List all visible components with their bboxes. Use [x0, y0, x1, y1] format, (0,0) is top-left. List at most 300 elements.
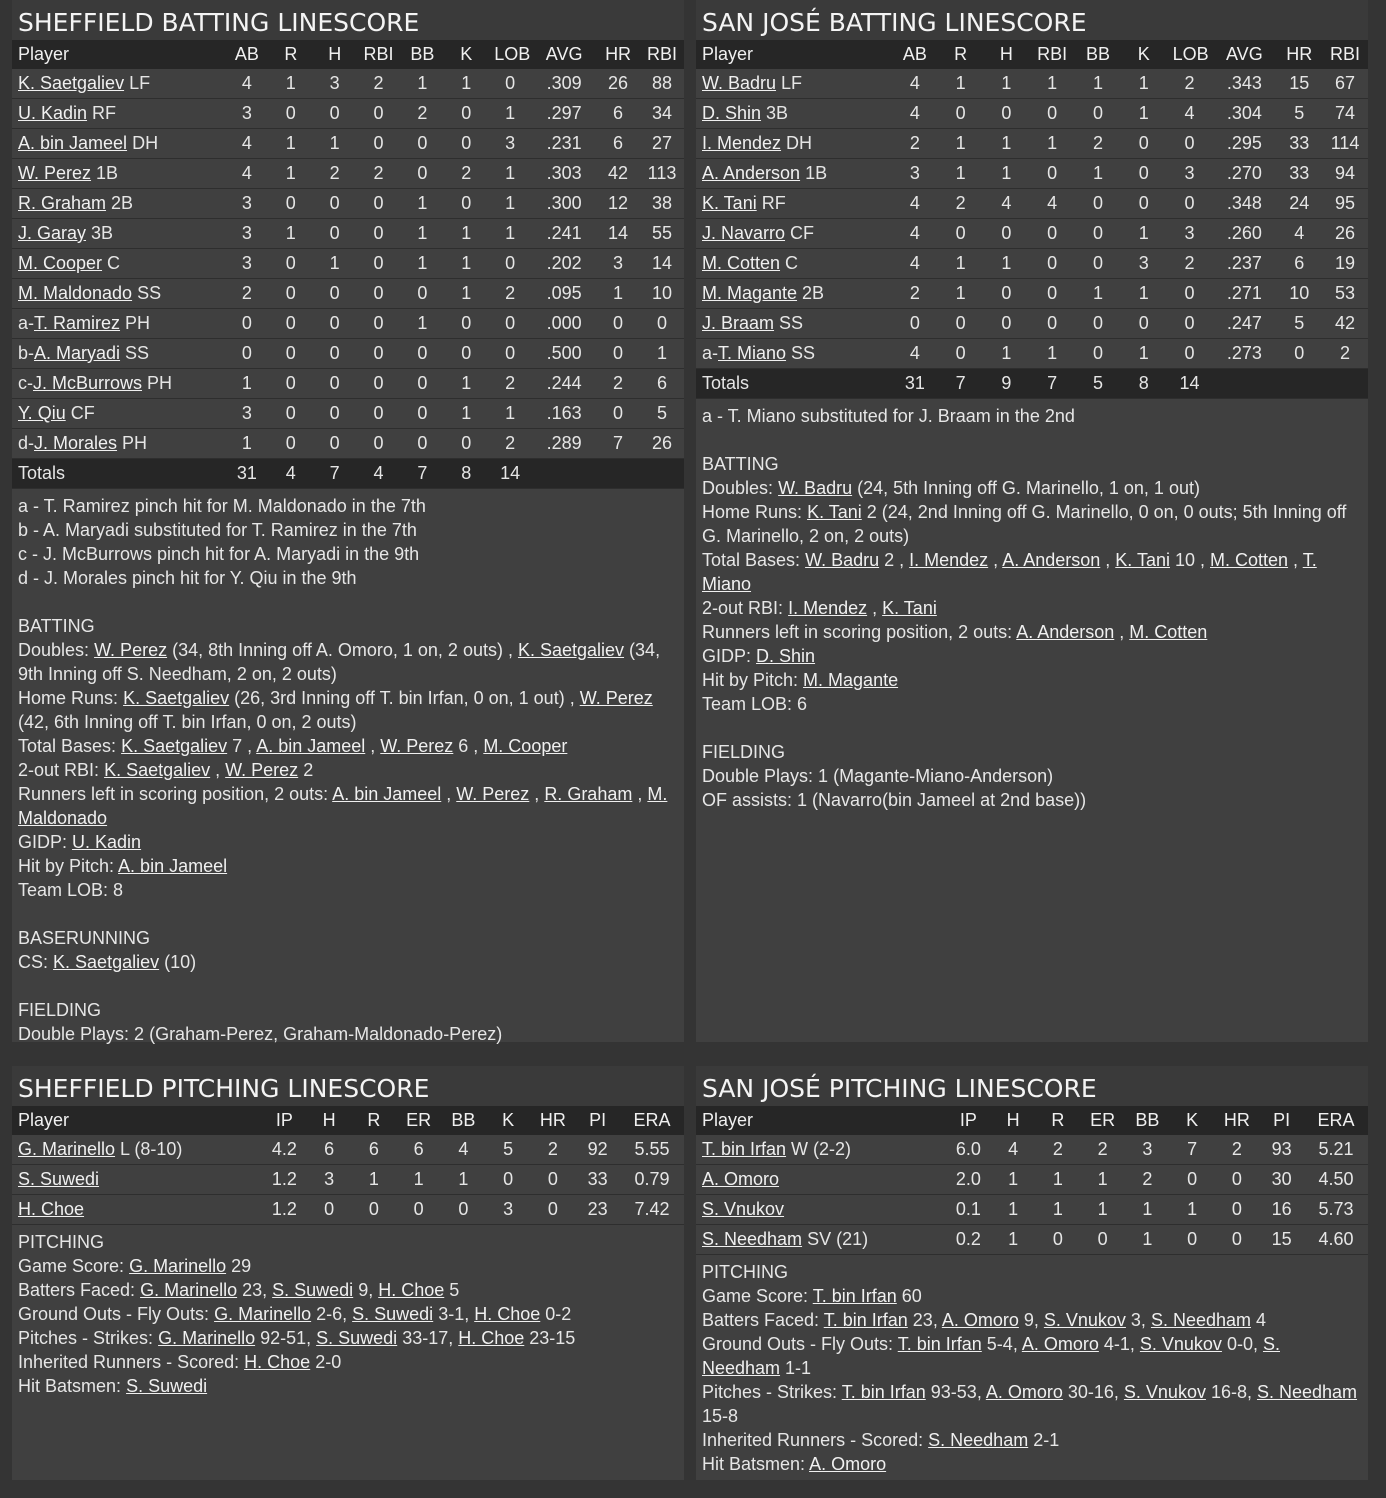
stat-cell: 0	[401, 159, 445, 189]
column-header: AVG	[1212, 40, 1276, 69]
total-bases-line: Total Bases: K. Saetgaliev 7 , A. bin Jameel , W. Perez 6 , M. Cooper	[18, 736, 568, 756]
player-link[interactable]: G. Marinello	[140, 1280, 238, 1300]
stat-cell: 1	[269, 159, 313, 189]
stat-cell: 0	[1167, 189, 1213, 219]
stat-cell: 1	[1125, 1225, 1170, 1255]
stat-cell: 0	[269, 309, 313, 339]
table-row	[696, 219, 1368, 249]
stat-cell: 4	[892, 219, 938, 249]
player-link[interactable]: M. Maldonado	[18, 283, 133, 303]
player-link[interactable]: A. Omoro	[809, 1454, 887, 1474]
column-header: ER	[396, 1106, 441, 1135]
player-link[interactable]: W. Badru	[702, 73, 777, 93]
stat-cell: 88	[640, 69, 684, 99]
stat-cell: 1	[1075, 279, 1121, 309]
stat-cell: 2	[357, 69, 401, 99]
stat-cell: .348	[1212, 189, 1276, 219]
player-link[interactable]: A. bin Jameel	[18, 133, 128, 153]
table-row	[12, 279, 684, 309]
batters-faced-line: Batters Faced: G. Marinello 23, S. Suwedi 9, H. Choe 5	[18, 1280, 460, 1300]
player-cell	[696, 249, 892, 279]
stat-cell: 0	[401, 399, 445, 429]
column-header: RBI	[640, 40, 684, 69]
player-cell	[12, 369, 225, 399]
player-link[interactable]: U. Kadin	[18, 103, 88, 123]
player-cell	[696, 309, 892, 339]
stat-cell: 5	[640, 399, 684, 429]
stat-cell: 2	[357, 159, 401, 189]
player-link[interactable]: S. Vnukov	[1123, 1382, 1206, 1402]
stat-cell: 2	[1167, 249, 1213, 279]
stat-cell: 0	[1075, 249, 1121, 279]
column-header: H	[313, 40, 357, 69]
stat-cell: 0	[313, 279, 357, 309]
stat-cell: 3	[488, 129, 532, 159]
stat-cell: 1	[269, 69, 313, 99]
stat-cell: 9	[984, 369, 1030, 399]
stat-cell: 1	[225, 369, 269, 399]
player-link[interactable]: K. Tani	[702, 193, 757, 213]
stat-cell: 0	[1036, 1225, 1081, 1255]
risp-line: Runners left in scoring position, 2 outs: A. Anderson , M. Cotten	[702, 622, 1208, 642]
stat-cell: 4.2	[262, 1135, 307, 1165]
stat-cell: 0	[441, 1195, 486, 1225]
table-row	[12, 69, 684, 99]
player-link[interactable]: A. Anderson	[1002, 550, 1101, 570]
player-link[interactable]: M. Cooper	[483, 736, 568, 756]
stat-cell: 0	[596, 399, 640, 429]
player-link[interactable]: M. Cotten	[1129, 622, 1208, 642]
player-link[interactable]: K. Saetgaliev	[53, 952, 160, 972]
stat-cell: 3	[1167, 159, 1213, 189]
stat-cell: .237	[1212, 249, 1276, 279]
player-cell	[12, 1195, 262, 1225]
player-link[interactable]: K. Saetgaliev	[104, 760, 211, 780]
position: 3B	[761, 103, 789, 123]
stat-cell: 0	[444, 129, 488, 159]
position: LF	[124, 73, 151, 93]
stat-cell: 1	[991, 1225, 1036, 1255]
player-link[interactable]: J. Braam	[702, 313, 775, 333]
player-link[interactable]: M. Magante	[702, 283, 798, 303]
player-link[interactable]: T. bin Irfan	[897, 1334, 982, 1354]
player-link[interactable]: S. Needham	[702, 1334, 1280, 1378]
player-link[interactable]: S. Needham	[702, 1229, 803, 1249]
sheffield-pitching-notes	[12, 1225, 684, 1403]
column-header: BB	[1075, 40, 1121, 69]
stat-cell: 34	[640, 99, 684, 129]
sanjose-batting-notes	[696, 399, 1368, 817]
player-link[interactable]: T. bin Irfan	[812, 1286, 897, 1306]
stat-cell: 30	[1259, 1165, 1304, 1195]
stat-cell: 0	[396, 1195, 441, 1225]
column-header: LOB	[1167, 40, 1213, 69]
player-link[interactable]: S. Vnukov	[702, 1199, 785, 1219]
stat-cell: 92	[575, 1135, 620, 1165]
stat-cell: 0	[1075, 99, 1121, 129]
stat-cell: 5	[1075, 369, 1121, 399]
panel-title: SAN JOSÉ BATTING LINESCORE	[696, 0, 1368, 40]
section-heading: FIELDING	[702, 742, 786, 762]
table-row	[696, 189, 1368, 219]
stat-cell: .231	[532, 129, 596, 159]
stat-cell: 8	[1121, 369, 1167, 399]
stat-cell: 5	[1276, 99, 1322, 129]
column-header: ER	[1080, 1106, 1125, 1135]
player-link[interactable]: A. Omoro	[702, 1169, 780, 1189]
player-link[interactable]: S. Needham	[928, 1430, 1029, 1450]
player-link[interactable]: T. bin Irfan	[702, 1139, 787, 1159]
stat-cell: 4	[441, 1135, 486, 1165]
stat-cell: 0	[313, 309, 357, 339]
stat-cell: 0	[1029, 309, 1075, 339]
stat-cell: 0	[1215, 1195, 1260, 1225]
stat-cell: 0	[1167, 279, 1213, 309]
stat-cell: 3	[225, 99, 269, 129]
two-out-rbi-line: 2-out RBI: I. Mendez , K. Tani	[702, 598, 937, 618]
player-link[interactable]: S. Vnukov	[1139, 1334, 1222, 1354]
player-cell	[12, 129, 225, 159]
table-row	[696, 99, 1368, 129]
player-link[interactable]: K. Saetgaliev	[123, 688, 230, 708]
stat-cell: 0	[313, 189, 357, 219]
player-link[interactable]: T. bin Irfan	[823, 1310, 908, 1330]
stat-cell: .163	[532, 399, 596, 429]
position: PH	[142, 373, 173, 393]
player-cell	[12, 1135, 262, 1165]
stat-cell: 4	[892, 99, 938, 129]
stat-cell: 1	[938, 69, 984, 99]
sub-prefix: a-	[702, 343, 719, 363]
player-link[interactable]: W. Perez	[94, 640, 168, 660]
player-link[interactable]: I. Mendez	[788, 598, 868, 618]
player-link[interactable]: A. Anderson	[702, 163, 801, 183]
player-link[interactable]: H. Choe	[474, 1304, 541, 1324]
player-link[interactable]: K. Saetgaliev	[18, 73, 125, 93]
position: 2B	[797, 283, 825, 303]
stat-cell: 4	[991, 1135, 1036, 1165]
player-link[interactable]: K. Tani	[1115, 550, 1170, 570]
player-link[interactable]: K. Tani	[807, 502, 862, 522]
stat-cell: 2	[488, 279, 532, 309]
stat-cell: 0	[1121, 189, 1167, 219]
player-link[interactable]: S. Needham	[1150, 1310, 1251, 1330]
player-link[interactable]: M. Magante	[803, 670, 899, 690]
player-link[interactable]: J. Navarro	[702, 223, 786, 243]
stat-cell: 2	[892, 129, 938, 159]
player-link[interactable]: H. Choe	[458, 1328, 525, 1348]
player-cell	[696, 1195, 946, 1225]
stat-cell: 26	[640, 429, 684, 459]
totals-row	[696, 369, 1368, 399]
player-link[interactable]: G. Marinello	[214, 1304, 312, 1324]
player-link[interactable]: W. Perez	[18, 163, 92, 183]
player-cell	[12, 279, 225, 309]
player-link[interactable]: R. Graham	[18, 193, 107, 213]
stat-cell: 3	[596, 249, 640, 279]
player-link[interactable]: W. Perez	[579, 688, 653, 708]
stat-cell: 10	[640, 279, 684, 309]
column-header: ERA	[1304, 1106, 1368, 1135]
stat-cell: 3	[313, 69, 357, 99]
player-link[interactable]: T. Ramirez	[34, 313, 121, 333]
stat-cell: 0	[357, 339, 401, 369]
stat-cell: 33	[575, 1165, 620, 1195]
stat-cell: 0	[1029, 219, 1075, 249]
player-link[interactable]: T. Miano	[718, 343, 787, 363]
stat-cell: 1	[488, 399, 532, 429]
stat-cell: 0.79	[620, 1165, 684, 1195]
stat-cell: 31	[225, 459, 269, 489]
player-link[interactable]: H. Choe	[244, 1352, 311, 1372]
stat-cell: 0	[357, 99, 401, 129]
stat-cell: 2	[1125, 1165, 1170, 1195]
stat-cell: .244	[532, 369, 596, 399]
sanjose-pitching-table	[696, 1106, 1368, 1255]
decision: SV (21)	[802, 1229, 869, 1249]
stat-cell: 4	[225, 159, 269, 189]
position: CF	[65, 403, 95, 423]
player-link[interactable]: S. Needham	[1256, 1382, 1358, 1402]
player-link[interactable]: D. Shin	[756, 646, 816, 666]
gidp-line: GIDP: U. Kadin	[18, 832, 142, 852]
column-header: IP	[946, 1106, 991, 1135]
stat-cell: 4.50	[1304, 1165, 1368, 1195]
player-link[interactable]: G. Marinello	[158, 1328, 256, 1348]
stat-cell: 0	[596, 309, 640, 339]
stat-cell: 1	[1121, 219, 1167, 249]
stat-cell: 1	[1029, 129, 1075, 159]
stat-cell: 2	[1036, 1135, 1081, 1165]
player-link[interactable]: T. Miano	[702, 550, 1317, 594]
stat-cell: 0	[269, 279, 313, 309]
player-link[interactable]: K. Saetgaliev	[517, 640, 625, 660]
stat-cell: 0	[269, 249, 313, 279]
stat-cell: 1	[444, 69, 488, 99]
stat-cell: 0	[444, 339, 488, 369]
player-link[interactable]: A. Omoro	[941, 1310, 1019, 1330]
stat-cell: 1	[938, 159, 984, 189]
total-bases-line: Total Bases: W. Badru 2 , I. Mendez , A. Anderson , K. Tani 10 , M. Cotten , T. Miano	[702, 550, 1317, 594]
stat-cell: 0	[313, 339, 357, 369]
stat-cell: 53	[1322, 279, 1368, 309]
player-link[interactable]: W. Badru	[778, 478, 853, 498]
position: RF	[87, 103, 117, 123]
stat-cell: 0	[357, 309, 401, 339]
player-cell	[12, 189, 225, 219]
stat-cell: .295	[1212, 129, 1276, 159]
player-link[interactable]: A. Omoro	[1021, 1334, 1099, 1354]
totals-label: Totals	[12, 459, 225, 489]
player-link[interactable]: I. Mendez	[702, 133, 782, 153]
player-link[interactable]: S. Suwedi	[126, 1376, 208, 1396]
stat-cell: 1	[441, 1165, 486, 1195]
player-link[interactable]: G. Marinello	[18, 1139, 116, 1159]
stat-cell: 0	[938, 339, 984, 369]
stat-cell: 16	[1259, 1195, 1304, 1225]
column-header: BB	[401, 40, 445, 69]
stat-cell: 1	[1170, 1195, 1215, 1225]
table-header-row	[12, 1106, 684, 1135]
player-link[interactable]: M. Cotten	[1210, 550, 1289, 570]
player-link[interactable]: A. Maryadi	[34, 343, 121, 363]
player-cell	[696, 99, 892, 129]
stat-cell: 5	[1276, 309, 1322, 339]
sub-prefix: c-	[18, 373, 33, 393]
player-cell	[12, 99, 225, 129]
stat-cell: 0	[1121, 309, 1167, 339]
stat-cell: 8	[444, 459, 488, 489]
player-link[interactable]: H. Choe	[18, 1199, 85, 1219]
stat-cell: 0	[401, 339, 445, 369]
player-link[interactable]: K. Saetgaliev	[121, 736, 228, 756]
stat-cell: 2	[313, 159, 357, 189]
game-score-line: Game Score: G. Marinello 29	[18, 1256, 252, 1276]
stat-cell: 0	[1170, 1225, 1215, 1255]
stat-cell: 4	[357, 459, 401, 489]
stat-cell: 0	[1029, 159, 1075, 189]
player-link[interactable]: M. Cooper	[18, 253, 103, 273]
stat-cell: 0	[269, 189, 313, 219]
stat-cell: 0	[313, 399, 357, 429]
player-link[interactable]: Y. Qiu	[18, 403, 66, 423]
column-header: BB	[441, 1106, 486, 1135]
table-row	[12, 339, 684, 369]
stat-cell: 12	[596, 189, 640, 219]
column-header: K	[1170, 1106, 1215, 1135]
player-link[interactable]: W. Badru	[805, 550, 880, 570]
sub-prefix: b-	[18, 343, 35, 363]
player-link[interactable]: S. Vnukov	[1043, 1310, 1126, 1330]
player-link[interactable]: S. Suwedi	[18, 1169, 100, 1189]
player-link[interactable]: A. Omoro	[985, 1382, 1063, 1402]
stat-cell: 14	[596, 219, 640, 249]
sheffield-batting-notes	[12, 489, 684, 1051]
stat-cell: 5	[486, 1135, 531, 1165]
stat-cell: 114	[1322, 129, 1368, 159]
table-row	[12, 159, 684, 189]
stat-cell: 1	[991, 1195, 1036, 1225]
table-row	[12, 429, 684, 459]
stat-cell: 1	[1080, 1195, 1125, 1225]
table-row	[696, 1135, 1368, 1165]
stat-cell: 6	[307, 1135, 352, 1165]
stat-cell: 3	[225, 249, 269, 279]
stat-cell: .343	[1212, 69, 1276, 99]
stat-cell: 0	[1075, 219, 1121, 249]
stat-cell: 0	[488, 339, 532, 369]
player-link[interactable]: U. Kadin	[72, 832, 142, 852]
player-link[interactable]: R. Graham	[544, 784, 633, 804]
decision: W (2-2)	[786, 1139, 852, 1159]
stat-cell: 2	[531, 1135, 576, 1165]
stat-cell: 15	[1276, 69, 1322, 99]
player-link[interactable]: A. bin Jameel	[256, 736, 366, 756]
player-link[interactable]: K. Tani	[882, 598, 937, 618]
stat-cell: 0	[1121, 159, 1167, 189]
player-link[interactable]: S. Suwedi	[316, 1328, 398, 1348]
table-row	[12, 1165, 684, 1195]
player-link[interactable]: M. Cotten	[702, 253, 781, 273]
position: 1B	[91, 163, 119, 183]
stat-cell: 0	[269, 399, 313, 429]
player-link[interactable]: A. bin Jameel	[118, 856, 228, 876]
player-link[interactable]: W. Perez	[380, 736, 454, 756]
column-header: AVG	[532, 40, 596, 69]
stat-cell: 33	[1276, 129, 1322, 159]
player-link[interactable]: T. bin Irfan	[841, 1382, 926, 1402]
stat-cell: 0	[357, 249, 401, 279]
stat-cell: 0	[640, 309, 684, 339]
stat-cell: 0	[444, 99, 488, 129]
player-link[interactable]: W. Perez	[456, 784, 530, 804]
player-link[interactable]: W. Perez	[225, 760, 299, 780]
player-link[interactable]: A. bin Jameel	[332, 784, 442, 804]
table-body	[696, 69, 1368, 399]
player-cell	[12, 69, 225, 99]
stat-cell: 4	[892, 69, 938, 99]
stat-cell: 0	[1029, 279, 1075, 309]
stat-cell	[1212, 369, 1276, 399]
player-link[interactable]: A. Anderson	[1016, 622, 1115, 642]
stat-cell: 5.73	[1304, 1195, 1368, 1225]
stat-cell: 2	[1215, 1135, 1260, 1165]
stat-cell: 0	[444, 309, 488, 339]
player-link[interactable]: S. Suwedi	[352, 1304, 434, 1324]
player-cell	[696, 129, 892, 159]
stat-cell: 113	[640, 159, 684, 189]
stat-cell: 0	[488, 69, 532, 99]
stat-cell: 1	[984, 129, 1030, 159]
table-body	[12, 69, 684, 489]
table-header-row	[12, 40, 684, 69]
player-link[interactable]: J. Garay	[18, 223, 87, 243]
stat-cell: 0	[401, 279, 445, 309]
player-cell	[696, 189, 892, 219]
stat-cell: 2	[1322, 339, 1368, 369]
stat-cell: 1	[444, 369, 488, 399]
player-link[interactable]: M. Maldonado	[18, 784, 668, 828]
player-link[interactable]: S. Suwedi	[272, 1280, 354, 1300]
stat-cell: .241	[532, 219, 596, 249]
stat-cell: 0	[1080, 1225, 1125, 1255]
stat-cell: .303	[532, 159, 596, 189]
stat-cell: 1	[269, 219, 313, 249]
stat-cell: 4	[1167, 99, 1213, 129]
sheffield-batting-panel	[12, 0, 684, 1042]
stat-cell: 93	[1259, 1135, 1304, 1165]
player-link[interactable]: H. Choe	[378, 1280, 445, 1300]
player-link[interactable]: D. Shin	[702, 103, 762, 123]
player-link[interactable]: G. Marinello	[129, 1256, 227, 1276]
column-header: AB	[892, 40, 938, 69]
stat-cell: 0	[1170, 1165, 1215, 1195]
position: 1B	[800, 163, 828, 183]
stat-cell: 0	[401, 369, 445, 399]
column-header: Player	[12, 1106, 262, 1135]
stat-cell: 0	[488, 309, 532, 339]
stat-cell: 2	[401, 99, 445, 129]
player-link[interactable]: I. Mendez	[909, 550, 989, 570]
stat-cell: 27	[640, 129, 684, 159]
player-link[interactable]: J. McBurrows	[33, 373, 143, 393]
sanjose-batting-table	[696, 40, 1368, 399]
stat-cell: 1	[984, 339, 1030, 369]
stat-cell: 0.2	[946, 1225, 991, 1255]
stat-cell: 33	[1276, 159, 1322, 189]
player-link[interactable]: J. Morales	[34, 433, 118, 453]
stat-cell: 1	[984, 159, 1030, 189]
